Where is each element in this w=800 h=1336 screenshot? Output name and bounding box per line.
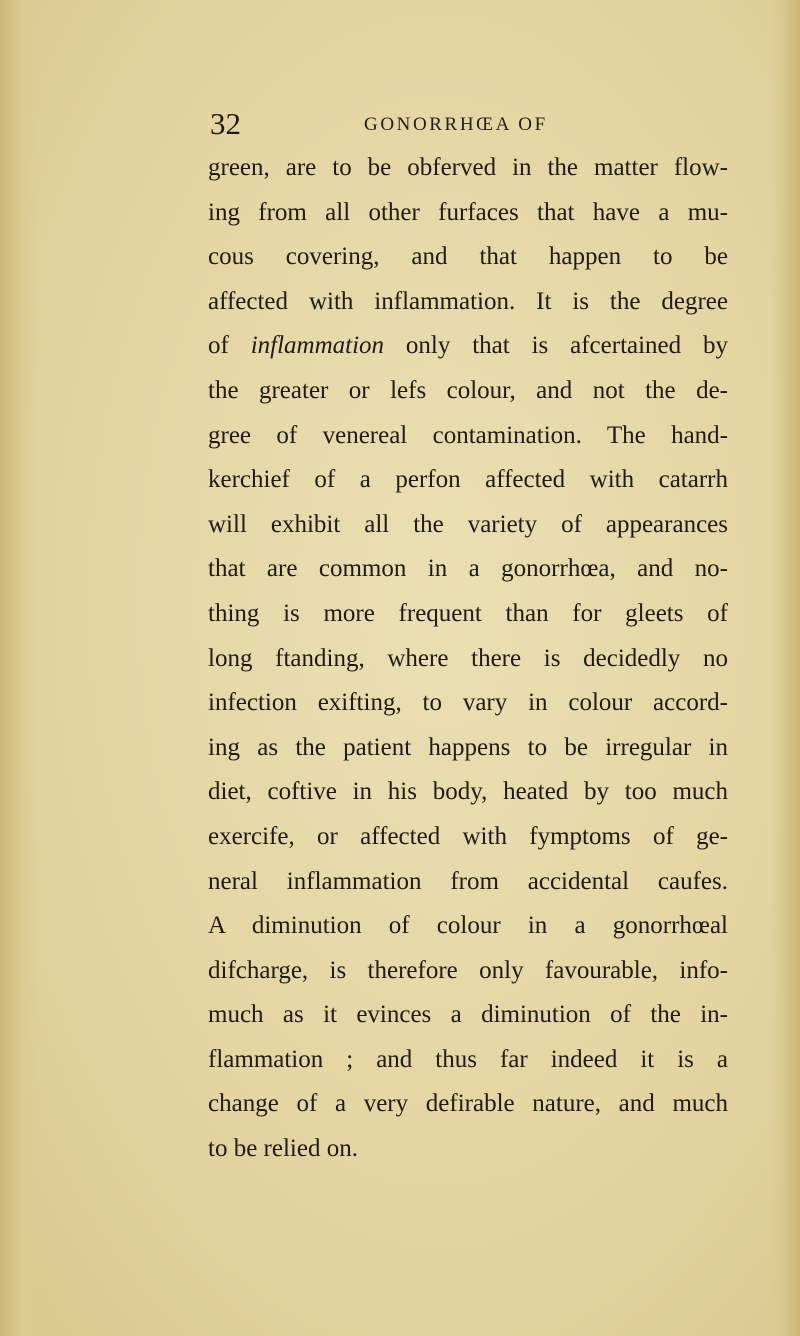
text-line: ing as the patient happens to be irregular in bbox=[208, 733, 728, 761]
page-edge-left bbox=[0, 0, 38, 1336]
text-line: infection exifting, to vary in colour accord- bbox=[208, 689, 728, 717]
text-line: flammation ; and thus far indeed it is a bbox=[208, 1045, 728, 1073]
text-line: difcharge, is therefore only favourable, info- bbox=[208, 956, 728, 984]
text-line: exercife, or affected with fymptoms of ge- bbox=[208, 822, 728, 850]
text-fragment: of bbox=[208, 332, 229, 360]
text-fragment: only that is afcertained by bbox=[405, 332, 729, 360]
text-line: cous covering, and that happen to be bbox=[208, 243, 728, 271]
text-line: green, are to be obferved in the matter flow- bbox=[208, 154, 728, 181]
text-line: that are common in a gonorrhœa, and no- bbox=[208, 555, 728, 583]
text-line: gree of venereal contamination. The hand- bbox=[208, 421, 728, 449]
text-line: will exhibit all the variety of appearances bbox=[208, 510, 728, 538]
page-edge-right bbox=[770, 0, 800, 1336]
text-line: ing from all other furfaces that have a mu- bbox=[208, 198, 728, 226]
text-line: the greater or lefs colour, and not the de- bbox=[208, 376, 728, 404]
text-line: change of a very defirable nature, and much bbox=[208, 1090, 728, 1118]
text-line: much as it evinces a diminution of the in- bbox=[208, 1001, 728, 1029]
text-line bbox=[208, 324, 728, 369]
text-line: neral inflammation from accidental caufes. bbox=[208, 867, 728, 895]
running-head-title: GONORRHŒA OF bbox=[364, 114, 548, 135]
italic-term: inflammation bbox=[250, 332, 385, 360]
text-line: long ftanding, where there is decidedly no bbox=[208, 644, 728, 672]
text-line: affected with inflammation. It is the degree bbox=[208, 287, 728, 315]
text-line: thing is more frequent than for gleets of bbox=[208, 599, 728, 627]
running-head bbox=[210, 104, 730, 144]
text-line: kerchief of a perfon affected with catarrh bbox=[208, 466, 728, 494]
text-line: to be relied on. bbox=[208, 1135, 358, 1163]
page-number: 32 bbox=[210, 106, 241, 141]
text-line: A diminution of colour in a gonorrhœal bbox=[208, 912, 728, 940]
text-line: diet, coftive in his body, heated by too much bbox=[208, 778, 728, 806]
body-text bbox=[208, 146, 728, 1172]
